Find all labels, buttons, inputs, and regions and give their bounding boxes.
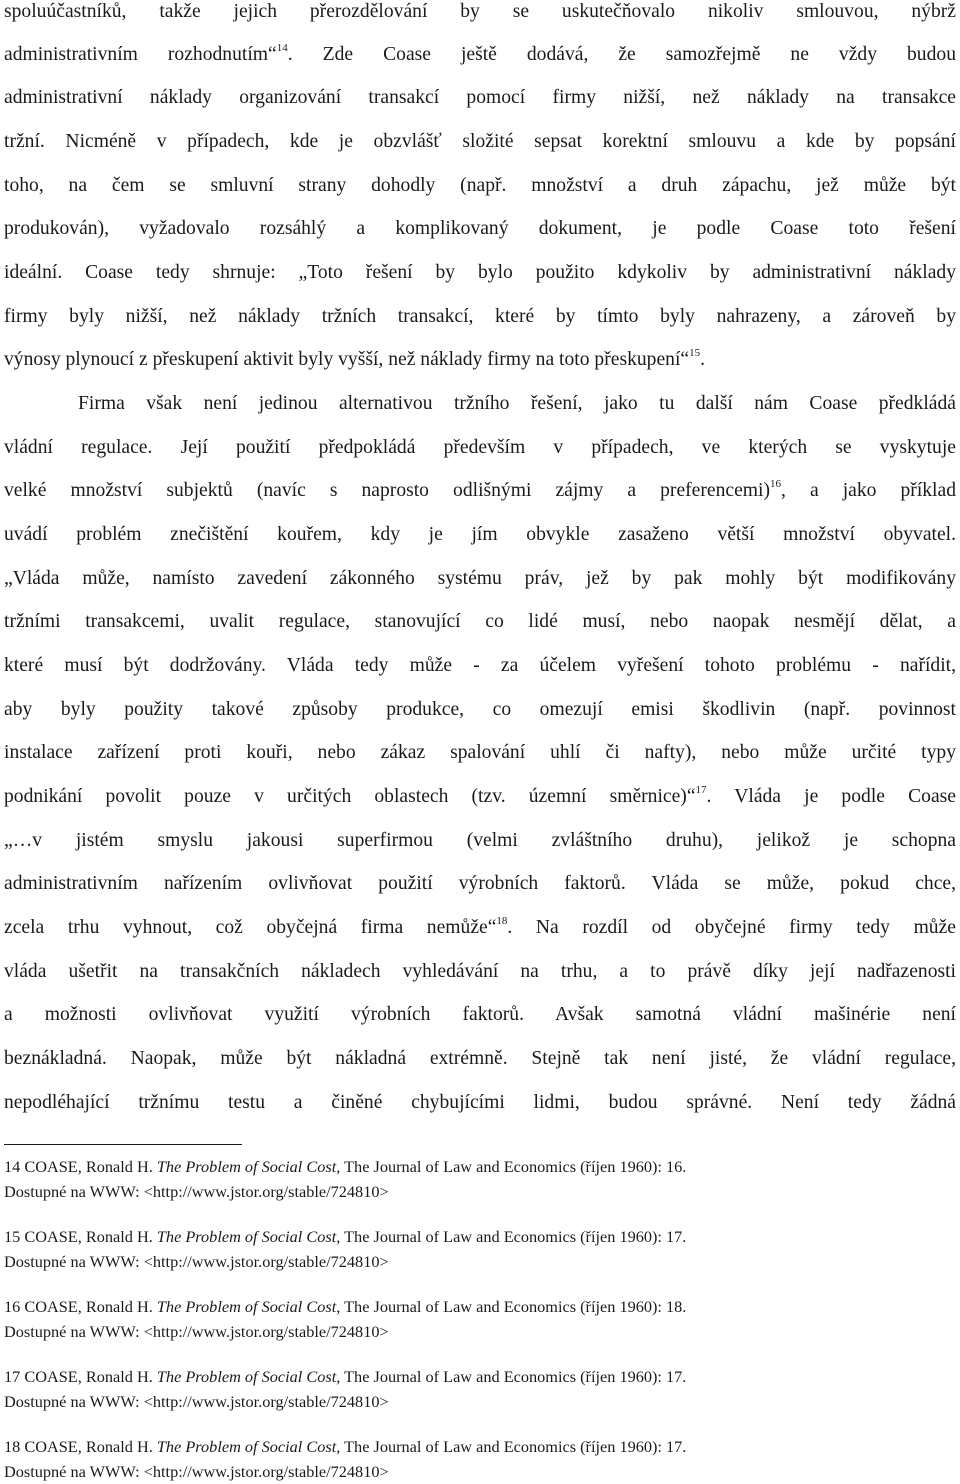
body-line [4, 348, 956, 374]
footnote-title: The Problem of Social Cost [156, 1157, 337, 1176]
body-line [4, 43, 956, 69]
footnote-ref-18[interactable]: 18 [496, 915, 508, 927]
text-run: administrativním rozhodnutím“ [4, 44, 277, 65]
footnote-title: The Problem of Social Cost [156, 1227, 337, 1246]
text-run: velké množství subjektů (navíc s naprosto odlišnými zájmy a preferencemi) [4, 480, 771, 501]
text-run: . Vláda je podle Coase [706, 786, 956, 807]
body-line: administrativním nařízením ovlivňovat použití výrobních faktorů. Vláda se může, pokud chce, [4, 873, 956, 894]
body-line: aby byly použity takové způsoby produkce, co omezují emisi škodlivin (např. povinnost [4, 699, 956, 720]
body-line: instalace zařízení proti kouři, nebo zákaz spalování uhlí či nafty), nebo může určité typy [4, 742, 956, 763]
footnote-title: The Problem of Social Cost [156, 1367, 337, 1386]
footnote-url[interactable]: Dostupné na WWW: <http://www.jstor.org/stable/724810> [4, 1252, 389, 1271]
footnote-17 [4, 1364, 956, 1414]
body-line [4, 479, 956, 505]
text-run: výnosy plynoucí z přeskupení aktivit byly vyšší, než náklady firmy na toto přeskupení“ [4, 349, 690, 370]
footnote-source: , The Journal of Law and Economics (říjen 1960): 17. [336, 1367, 687, 1386]
body-line: nepodléhající tržnímu testu a činěné chybujícími lidmi, budou správné. Není tedy žádná [4, 1092, 956, 1113]
footnote-citation [4, 1224, 956, 1249]
footnote-citation [4, 1434, 956, 1459]
body-line: beznákladná. Naopak, může být nákladná extrémně. Stejně tak není jisté, že vládní regulace, [4, 1048, 956, 1069]
body-line: tržními transakcemi, uvalit regulace, stanovující co lidé musí, nebo naopak nesmějí dělat, a [4, 611, 956, 632]
footnote-author: 18 COASE, Ronald H. [4, 1437, 157, 1456]
footnote-citation [4, 1294, 956, 1319]
footnote-citation [4, 1154, 956, 1179]
footnote-16 [4, 1294, 956, 1344]
footnote-ref-15[interactable]: 15 [689, 347, 701, 359]
text-run: . Zde Coase ještě dodává, že samozřejmě ne vždy budou [287, 44, 956, 65]
footnote-15 [4, 1224, 956, 1274]
footnote-citation [4, 1364, 956, 1389]
body-line [4, 785, 956, 811]
body-line: toho, na čem se smluvní strany dohodly (např. množství a druh zápachu, jež může být [4, 175, 956, 196]
body-line: ideální. Coase tedy shrnuje: „Toto řešení by bylo použito kdykoliv by administrativní náklady [4, 262, 956, 283]
footnote-author: 16 COASE, Ronald H. [4, 1297, 157, 1316]
text-run: . Na rozdíl od obyčejné firmy tedy může [507, 917, 956, 938]
body-line: vláda ušetřit na transakčních nákladech vyhledávání na trhu, a to právě díky její nadřazenosti [4, 961, 956, 982]
footnote-18 [4, 1434, 956, 1484]
body-line: tržní. Nicméně v případech, kde je obzvlášť složité sepsat korektní smlouvu a kde by popsání [4, 131, 956, 152]
text-run: podnikání povolit pouze v určitých oblastech (tzv. územní směrnice)“ [4, 786, 696, 807]
body-line: spoluúčastníků, takže jejich přerozdělování by se uskutečňovalo nikoliv smlouvou, nýbrž [4, 1, 956, 22]
footnote-source: , The Journal of Law and Economics (říjen 1960): 18. [336, 1297, 687, 1316]
footnote-source: , The Journal of Law and Economics (říjen 1960): 17. [336, 1227, 687, 1246]
footnote-ref-14[interactable]: 14 [276, 42, 288, 54]
footnote-separator [4, 1144, 242, 1145]
footnote-url[interactable]: Dostupné na WWW: <http://www.jstor.org/stable/724810> [4, 1392, 389, 1411]
footnote-author: 14 COASE, Ronald H. [4, 1157, 157, 1176]
body-line [4, 916, 956, 942]
footnote-title: The Problem of Social Cost [156, 1437, 337, 1456]
body-line: firmy byly nižší, než náklady tržních transakcí, které by tímto byly nahrazeny, a zároveň by [4, 306, 956, 327]
body-line: které musí být dodržovány. Vláda tedy může - za účelem vyřešení tohoto problému - nařídit, [4, 655, 956, 676]
text-run: , a jako příklad [781, 480, 956, 501]
footnote-source: , The Journal of Law and Economics (říjen 1960): 17. [336, 1437, 687, 1456]
body-line: „…v jistém smyslu jakousi superfirmou (velmi zvláštního druhu), jelikož je schopna [4, 830, 956, 851]
footnote-url[interactable]: Dostupné na WWW: <http://www.jstor.org/stable/724810> [4, 1182, 389, 1201]
body-line: „Vláda může, namísto zavedení zákonného systému práv, jež by pak mohly být modifikovány [4, 568, 956, 589]
text-run: zcela trhu vyhnout, což obyčejná firma nemůže“ [4, 917, 497, 938]
text-run: . [700, 349, 706, 370]
body-line: vládní regulace. Její použití předpokládá především v případech, ve kterých se vyskytuje [4, 437, 956, 458]
footnote-ref-16[interactable]: 16 [770, 478, 782, 490]
footnote-14 [4, 1154, 956, 1204]
body-line: administrativní náklady organizování transakcí pomocí firmy nižší, než náklady na transakce [4, 87, 956, 108]
footnote-source: , The Journal of Law and Economics (říjen 1960): 16. [336, 1157, 687, 1176]
body-line: a možnosti ovlivňovat využití výrobních faktorů. Avšak samotná vládní mašinérie není [4, 1004, 956, 1025]
footnote-url[interactable]: Dostupné na WWW: <http://www.jstor.org/stable/724810> [4, 1322, 389, 1341]
footnote-author: 17 COASE, Ronald H. [4, 1367, 157, 1386]
body-line: produkován), vyžadovalo rozsáhlý a komplikovaný dokument, je podle Coase toto řešení [4, 218, 956, 239]
body-line: uvádí problém znečištění kouřem, kdy je jím obvykle zasaženo větší množství obyvatel. [4, 524, 956, 545]
footnote-ref-17[interactable]: 17 [695, 784, 707, 796]
paragraph-first-line: Firma však není jedinou alternativou tržního řešení, jako tu další nám Coase předkládá [78, 393, 956, 414]
footnote-url[interactable]: Dostupné na WWW: <http://www.jstor.org/stable/724810> [4, 1462, 389, 1481]
footnote-author: 15 COASE, Ronald H. [4, 1227, 157, 1246]
footnote-title: The Problem of Social Cost [156, 1297, 337, 1316]
